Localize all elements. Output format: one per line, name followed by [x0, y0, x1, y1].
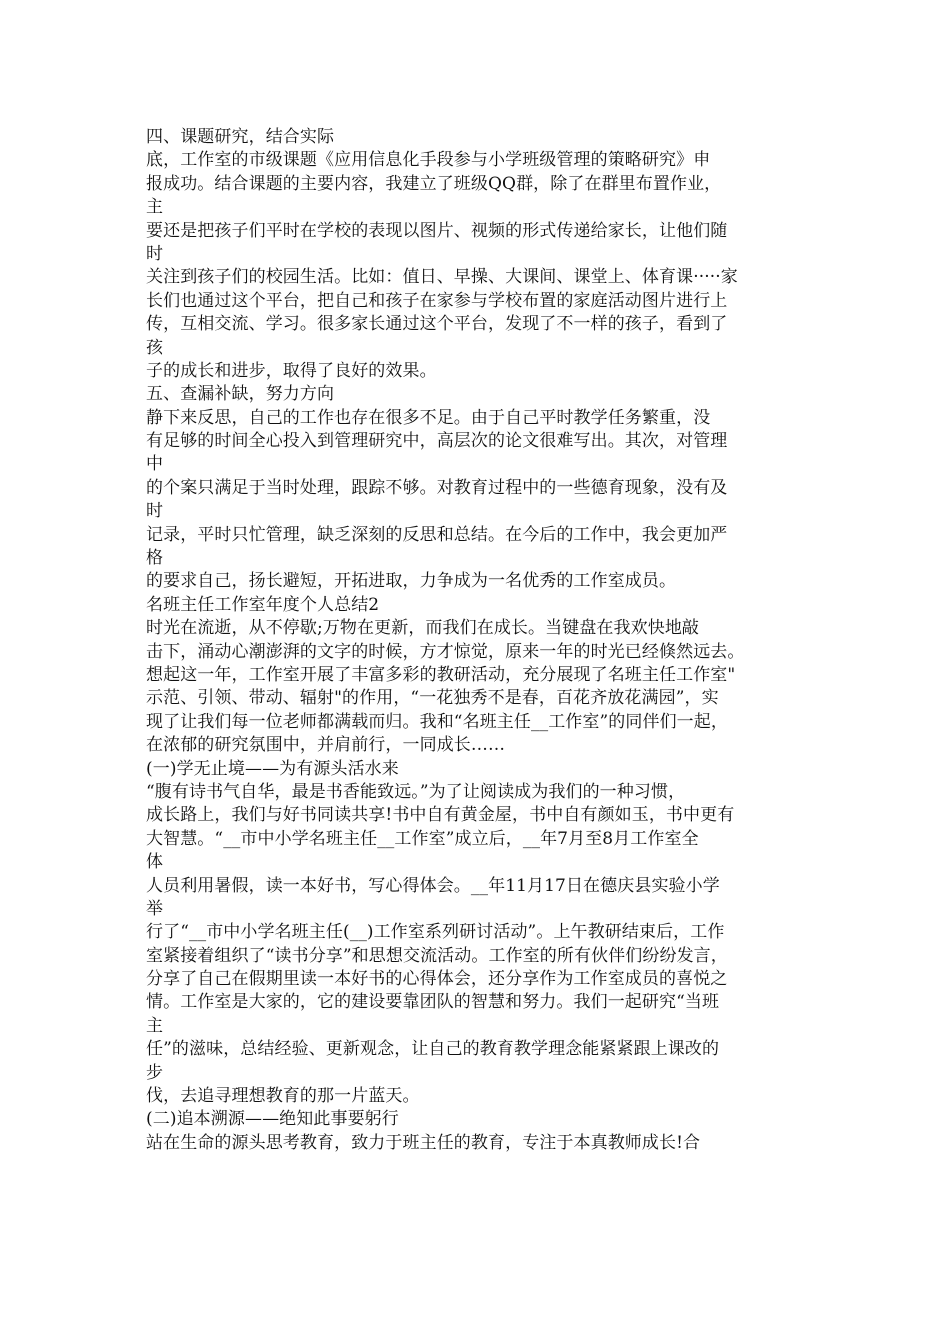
text-line: 步	[146, 1062, 164, 1083]
text-line: 的要求自己，扬长避短，开拓进取，力争成为一名优秀的工作室成员。	[146, 571, 677, 592]
text-line: “腹有诗书气自华，最是书香能致远。”为了让阅读成为我们的一种习惯，	[146, 781, 686, 802]
text-line: (一)学无止境——为有源头活水来	[146, 758, 399, 779]
text-line: 静下来反思，自己的工作也存在很多不足。由于自己平时教学任务繁重，没	[146, 407, 711, 428]
text-line: 五、查漏补缺，努力方向	[146, 384, 335, 405]
text-line: 孩	[146, 337, 164, 358]
text-line: 要还是把孩子们平时在学校的表现以图片、视频的形式传递给家长，让他们随	[146, 220, 728, 241]
text-line: 时	[146, 243, 164, 264]
text-line: 关注到孩子们的校园生活。比如：值日、早操、大课间、课堂上、体育课·····家	[146, 267, 738, 288]
text-line: 时	[146, 501, 164, 522]
text-line: 站在生命的源头思考教育，致力于班主任的教育，专注于本真教师成长!合	[146, 1132, 701, 1153]
text-line: 格	[146, 548, 164, 569]
text-line: 任”的滋味，总结经验、更新观念，让自己的教育教学理念能紧紧跟上课改的	[146, 1039, 720, 1060]
text-line: 在浓郁的研究氛围中，并肩前行，一同成长……	[146, 735, 506, 756]
text-line: (二)追本溯源——绝知此事要躬行	[146, 1109, 399, 1130]
text-line: 室紧接着组织了“读书分享”和思想交流活动。工作室的所有伙伴们纷纷发言，	[146, 945, 728, 966]
text-line: 四、课题研究，结合实际	[146, 127, 335, 147]
text-line: 的个案只满足于当时处理，跟踪不够。对教育过程中的一些德育现象，没有及	[146, 477, 728, 498]
text-line: 中	[146, 454, 164, 475]
text-line: 主	[146, 1015, 164, 1036]
text-line: 击下，涌动心潮澎湃的文字的时候，方才惊觉，原来一年的时光已经倏然远去。	[146, 641, 745, 662]
text-line: 长们也通过这个平台，把自己和孩子在家参与学校布置的家庭活动图片进行上	[146, 290, 728, 311]
document-body	[146, 126, 816, 1155]
text-line: 举	[146, 898, 164, 919]
text-line: 名班主任工作室年度个人总结2	[146, 594, 380, 615]
text-line: 主	[146, 197, 164, 218]
text-line: 报成功。结合课题的主要内容，我建立了班级QQ群，除了在群里布置作业，	[146, 173, 722, 194]
text-line: 有足够的时间全心投入到管理研究中，高层次的论文很难写出。其次，对管理	[146, 431, 728, 452]
text-line: 人员利用暑假，读一本好书，写心得体会。__年11月17日在德庆县实验小学	[146, 875, 720, 896]
text-line: 体	[146, 852, 164, 873]
text-line: 时光在流逝，从不停歇;万物在更新，而我们在成长。当键盘在我欢快地敲	[146, 618, 700, 639]
text-line: 记录，平时只忙管理，缺乏深刻的反思和总结。在今后的工作中，我会更加严	[146, 524, 728, 545]
text-line: 传，互相交流、学习。很多家长通过这个平台，发现了不一样的孩子，看到了	[146, 314, 728, 335]
text-line: 大智慧。“__市中小学名班主任__工作室”成立后，__年7月至8月工作室全	[146, 828, 699, 849]
text-line: 分享了自己在假期里读一本好书的心得体会，还分享作为工作室成员的喜悦之	[146, 969, 728, 990]
text-line: 底，工作室的市级课题《应用信息化手段参与小学班级管理的策略研究》申	[146, 150, 711, 171]
text-line: 现了让我们每一位老师都满载而归。我和“名班主任__工作室”的同伴们一起，	[146, 711, 728, 732]
text-line: 情。工作室是大家的，它的建设要靠团队的智慧和努力。我们一起研究“当班	[146, 992, 720, 1013]
text-line: 子的成长和进步，取得了良好的效果。	[146, 360, 437, 381]
text-line: 示范、引领、带动、辐射"的作用，“一花独秀不是春，百花齐放花满园”，实	[146, 688, 719, 709]
text-line: 伐，去追寻理想教育的那一片蓝天。	[146, 1086, 420, 1107]
text-line: 成长路上，我们与好书同读共享!书中自有黄金屋，书中自有颜如玉，书中更有	[146, 805, 735, 826]
text-line: 想起这一年，工作室开展了丰富多彩的教研活动，充分展现了名班主任工作室"	[146, 664, 736, 685]
text-line: 行了“__市中小学名班主任(__)工作室系列研讨活动”。上午教研结束后，工作	[146, 922, 725, 943]
